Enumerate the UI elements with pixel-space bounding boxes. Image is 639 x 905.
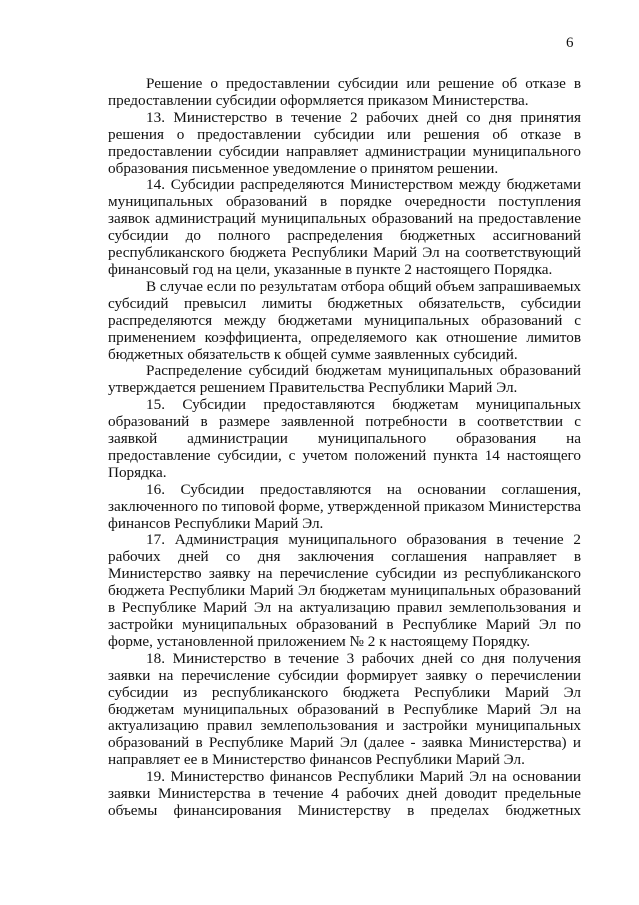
paragraph-14: 14. Субсидии распределяются Министерством между бюджетами муниципальных образований в порядке очередности поступления заявок администраций муниципальных образований на предоставление субсидии до полного распределения бюджетных ассигнований республиканского бюджета Республики Марий Эл на соответствующий финансовый год на цели, указанные в пункте 2 настоящего Порядка. [108, 176, 581, 278]
page-number: 6 [566, 35, 574, 51]
document-body [108, 76, 581, 820]
paragraph-14-exceed: В случае если по результатам отбора общий объем запрашиваемых субсидий превысил лимиты бюджетных обязательств, субсидии распределяются между бюджетами муниципальных образований с применением коэффициента, определяемого как отношение лимитов бюджетных обязательств к общей сумме заявленных субсидий. [108, 277, 582, 363]
paragraph-18: 18. Министерство в течение 3 рабочих дней со дня получения заявки на перечисление субсидии формирует заявку о перечислении субсидии из республиканского бюджета Республики Марий Эл бюджетам муниципальных образований в Республике Марий Эл на актуализацию правил землепользования и застройки муниципальных образований в Республике Марий Эл (далее - заявка Министерства) и направляет ее в Министерство финансов Республики Марий Эл. [108, 649, 581, 769]
paragraph-15: 15. Субсидии предоставляются бюджетам муниципальных образований в размере заявленной потребности в соответствии с заявкой администрации муниципального образования на предоставление субсидии, с учетом положений пункта 14 настоящего Порядка. [108, 396, 581, 481]
paragraph-16: 16. Субсидии предоставляются на основании соглашения, заключенного по типовой форме, утвержденной приказом Министерства финансов Республики Марий Эл. [108, 480, 581, 532]
paragraph-17: 17. Администрация муниципального образования в течение 2 рабочих дней со дня заключения соглашения направляет в Министерство заявку на перечисление субсидии из республиканского бюджета Республики Марий Эл бюджетам муниципальных образований в Республике Марий Эл на актуализацию правил землепользования и застройки муниципальных образований в Республике Марий Эл по форме, установленной приложением № 2 к настоящему Порядку. [108, 531, 581, 650]
paragraph-decision: Решение о предоставлении субсидии или решение об отказе в предоставлении субсидии оформляется приказом Министерства. [108, 75, 581, 109]
paragraph-14-distribution: Распределение субсидий бюджетам муниципальных образований утверждается решением Правительства Республики Марий Эл. [108, 362, 581, 397]
paragraph-13: 13. Министерство в течение 2 рабочих дней со дня принятия решения о предоставлении субсидии или решения об отказе в предоставлении субсидии направляет администрации муниципального образования письменное уведомление о принятом решении. [108, 108, 581, 177]
paragraph-19: 19. Министерство финансов Республики Марий Эл на основании заявки Министерства в течение 4 рабочих дней доводит предельные объемы финансирования Министерству в пределах бюджетных [108, 768, 581, 819]
